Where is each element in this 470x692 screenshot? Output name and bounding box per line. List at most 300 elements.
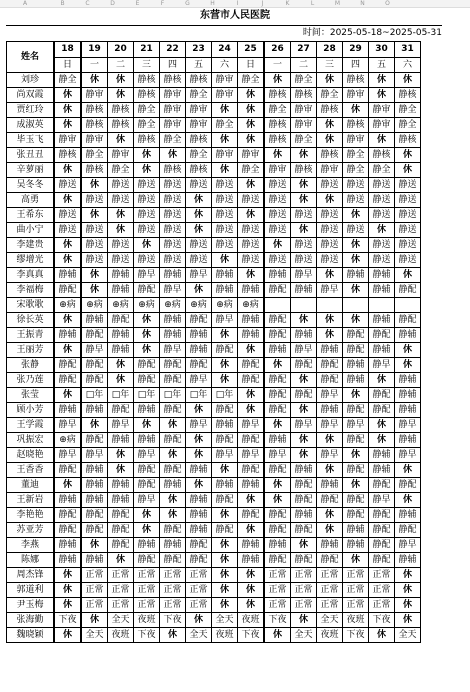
shift-cell: 正常 bbox=[343, 583, 369, 598]
shift-cell: 静配 bbox=[54, 523, 81, 538]
shift-cell: 静辅 bbox=[238, 538, 265, 553]
date-header: 25 bbox=[238, 42, 265, 58]
shift-cell: 休 bbox=[134, 343, 160, 358]
shift-cell: 休 bbox=[212, 358, 238, 373]
shift-cell: 全天 bbox=[395, 628, 421, 643]
shift-cell: 静全 bbox=[186, 148, 212, 163]
shift-cell: 休 bbox=[343, 313, 369, 328]
shift-cell: 休 bbox=[212, 463, 238, 478]
shift-cell: 静送 bbox=[317, 238, 343, 253]
shift-cell: 静送 bbox=[395, 208, 421, 223]
shift-cell: 静全 bbox=[108, 163, 134, 178]
date-header: 26 bbox=[264, 42, 291, 58]
shift-cell: 静送 bbox=[238, 193, 265, 208]
shift-cell: 休 bbox=[395, 493, 421, 508]
shift-cell: □年 bbox=[212, 388, 238, 403]
shift-cell: 静全 bbox=[264, 103, 291, 118]
shift-cell: 静送 bbox=[369, 238, 395, 253]
shift-cell: 休 bbox=[264, 358, 291, 373]
shift-cell: 静早 bbox=[212, 448, 238, 463]
shift-cell: 正常 bbox=[81, 583, 108, 598]
shift-cell: 静送 bbox=[160, 208, 186, 223]
shift-cell: 休 bbox=[212, 133, 238, 148]
shift-cell: 静配 bbox=[238, 508, 265, 523]
shift-cell: 休 bbox=[54, 88, 81, 103]
shift-cell: 正常 bbox=[160, 598, 186, 613]
staff-name: 李燕 bbox=[7, 538, 55, 553]
shift-cell: 休 bbox=[343, 553, 369, 568]
shift-cell: 静辅 bbox=[395, 433, 421, 448]
shift-cell: 静全 bbox=[212, 118, 238, 133]
shift-cell: 静审 bbox=[369, 103, 395, 118]
shift-cell: 静送 bbox=[264, 253, 291, 268]
shift-cell: 静送 bbox=[134, 253, 160, 268]
shift-cell: 休 bbox=[186, 478, 212, 493]
shift-cell: 静配 bbox=[264, 553, 291, 568]
shift-cell: 静核 bbox=[108, 103, 134, 118]
shift-cell: 全天 bbox=[81, 628, 108, 643]
shift-cell: 静审 bbox=[264, 163, 291, 178]
shift-cell: 休 bbox=[317, 193, 343, 208]
shift-cell: 静早 bbox=[134, 448, 160, 463]
shift-cell: 静配 bbox=[264, 388, 291, 403]
staff-name: 高勇 bbox=[7, 193, 55, 208]
shift-cell: 静早 bbox=[108, 418, 134, 433]
shift-cell: 休 bbox=[317, 118, 343, 133]
shift-cell: 静早 bbox=[369, 493, 395, 508]
shift-cell: 休 bbox=[369, 133, 395, 148]
shift-cell: 静送 bbox=[264, 208, 291, 223]
shift-cell: 静配 bbox=[264, 463, 291, 478]
shift-cell: 静配 bbox=[212, 433, 238, 448]
shift-cell: 静送 bbox=[160, 223, 186, 238]
column-letter: A bbox=[22, 0, 28, 7]
shift-cell: 静辅 bbox=[343, 373, 369, 388]
table-row bbox=[7, 478, 421, 493]
shift-cell: 休 bbox=[264, 493, 291, 508]
shift-cell: 静配 bbox=[81, 328, 108, 343]
shift-cell: 正常 bbox=[160, 583, 186, 598]
shift-cell: 休 bbox=[108, 223, 134, 238]
shift-cell: 休 bbox=[369, 433, 395, 448]
shift-cell: 静辅 bbox=[343, 358, 369, 373]
shift-cell: 静送 bbox=[395, 238, 421, 253]
shift-cell: 静辅 bbox=[160, 313, 186, 328]
shift-cell: 正常 bbox=[343, 598, 369, 613]
table-row bbox=[7, 73, 421, 88]
shift-cell: 休 bbox=[160, 448, 186, 463]
table-row bbox=[7, 328, 421, 343]
weekday-header: 一 bbox=[81, 57, 108, 73]
shift-cell: 静辅 bbox=[81, 478, 108, 493]
shift-cell: 休 bbox=[212, 103, 238, 118]
shift-cell: 静配 bbox=[291, 388, 317, 403]
shift-cell: 静辅 bbox=[81, 313, 108, 328]
shift-cell: 静审 bbox=[369, 118, 395, 133]
table-row bbox=[7, 148, 421, 163]
shift-cell: 休 bbox=[212, 253, 238, 268]
shift-cell: 休 bbox=[134, 313, 160, 328]
shift-cell: 静全 bbox=[369, 163, 395, 178]
shift-cell: 静审 bbox=[343, 133, 369, 148]
shift-cell: 静送 bbox=[395, 223, 421, 238]
shift-cell: 静核 bbox=[369, 148, 395, 163]
shift-cell: 休 bbox=[395, 358, 421, 373]
staff-name: 李建贵 bbox=[7, 238, 55, 253]
staff-name: 刘珍 bbox=[7, 73, 55, 88]
table-row bbox=[7, 253, 421, 268]
shift-cell: 静配 bbox=[264, 313, 291, 328]
shift-cell: 休 bbox=[54, 313, 81, 328]
shift-cell: 静辅 bbox=[212, 418, 238, 433]
shift-cell: 静配 bbox=[369, 553, 395, 568]
shift-cell: 静辅 bbox=[291, 508, 317, 523]
shift-cell: 休 bbox=[54, 193, 81, 208]
shift-cell: 静辅 bbox=[212, 283, 238, 298]
schedule-table bbox=[6, 41, 421, 643]
shift-cell: 休 bbox=[186, 193, 212, 208]
shift-cell: 静配 bbox=[212, 523, 238, 538]
shift-cell: 静核 bbox=[186, 163, 212, 178]
shift-cell: 静核 bbox=[160, 163, 186, 178]
shift-cell: 休 bbox=[343, 283, 369, 298]
shift-cell: 静审 bbox=[160, 118, 186, 133]
shift-cell: 正常 bbox=[264, 598, 291, 613]
shift-cell: 静早 bbox=[186, 418, 212, 433]
shift-cell: 静全 bbox=[238, 73, 265, 88]
table-row bbox=[7, 463, 421, 478]
shift-cell: 休 bbox=[81, 283, 108, 298]
shift-cell: 静审 bbox=[160, 103, 186, 118]
shift-cell: 静配 bbox=[160, 373, 186, 388]
shift-cell: 静早 bbox=[186, 373, 212, 388]
date-row bbox=[7, 42, 421, 58]
date-header: 30 bbox=[369, 42, 395, 58]
shift-cell: 静辅 bbox=[186, 493, 212, 508]
shift-cell: ⊕病 bbox=[238, 298, 265, 313]
shift-cell: 休 bbox=[54, 598, 81, 613]
staff-name: 王希东 bbox=[7, 208, 55, 223]
staff-name: 徐长英 bbox=[7, 313, 55, 328]
staff-name: 王新岩 bbox=[7, 493, 55, 508]
shift-cell: 静送 bbox=[186, 253, 212, 268]
shift-cell: 静配 bbox=[238, 433, 265, 448]
shift-cell: 休 bbox=[160, 493, 186, 508]
shift-cell: 休 bbox=[264, 148, 291, 163]
shift-cell: 夜班 bbox=[343, 613, 369, 628]
shift-cell: 休 bbox=[317, 508, 343, 523]
shift-cell: ⊕病 bbox=[108, 298, 134, 313]
shift-cell: 休 bbox=[238, 523, 265, 538]
shift-cell: 静辅 bbox=[54, 403, 81, 418]
shift-cell: 休 bbox=[186, 208, 212, 223]
shift-cell: 静配 bbox=[317, 358, 343, 373]
shift-cell: 静辅 bbox=[395, 403, 421, 418]
shift-cell: 静全 bbox=[160, 133, 186, 148]
date-header: 27 bbox=[291, 42, 317, 58]
shift-cell: 休 bbox=[317, 523, 343, 538]
shift-cell: 静辅 bbox=[54, 553, 81, 568]
shift-cell: 静核 bbox=[134, 88, 160, 103]
shift-cell: 静送 bbox=[369, 253, 395, 268]
shift-cell: 静早 bbox=[54, 418, 81, 433]
shift-cell: 休 bbox=[291, 613, 317, 628]
shift-cell: 静辅 bbox=[343, 523, 369, 538]
shift-cell: 休 bbox=[160, 628, 186, 643]
shift-cell: 静配 bbox=[291, 493, 317, 508]
shift-cell: 静辅 bbox=[134, 433, 160, 448]
shift-cell: 静辅 bbox=[160, 538, 186, 553]
shift-cell: 静辅 bbox=[108, 268, 134, 283]
table-row bbox=[7, 238, 421, 253]
shift-cell: 休 bbox=[317, 433, 343, 448]
shift-cell: 静核 bbox=[317, 148, 343, 163]
shift-cell: 静审 bbox=[81, 133, 108, 148]
shift-cell: 静送 bbox=[291, 208, 317, 223]
shift-cell: 静辅 bbox=[317, 343, 343, 358]
shift-cell: 静早 bbox=[369, 358, 395, 373]
shift-cell: 静配 bbox=[160, 433, 186, 448]
shift-cell: 休 bbox=[238, 178, 265, 193]
weekday-header: 三 bbox=[134, 57, 160, 73]
shift-cell: 静全 bbox=[395, 118, 421, 133]
shift-cell: 静配 bbox=[160, 463, 186, 478]
shift-cell: 休 bbox=[238, 268, 265, 283]
shift-cell: 静送 bbox=[212, 178, 238, 193]
shift-cell: 静送 bbox=[317, 223, 343, 238]
shift-cell: 静早 bbox=[238, 448, 265, 463]
shift-cell: 静配 bbox=[186, 313, 212, 328]
shift-cell: 静配 bbox=[108, 538, 134, 553]
shift-cell: 静辅 bbox=[395, 328, 421, 343]
shift-cell: 静辅 bbox=[54, 538, 81, 553]
table-row bbox=[7, 88, 421, 103]
shift-cell: 静辅 bbox=[108, 343, 134, 358]
shift-cell: 静配 bbox=[291, 523, 317, 538]
table-row bbox=[7, 163, 421, 178]
column-letter: K bbox=[285, 0, 290, 7]
shift-cell: 静配 bbox=[291, 358, 317, 373]
staff-name: 巩振宏 bbox=[7, 433, 55, 448]
shift-cell: 静辅 bbox=[238, 553, 265, 568]
shift-cell: 静辅 bbox=[108, 328, 134, 343]
shift-cell: 静辅 bbox=[264, 433, 291, 448]
shift-cell: 休 bbox=[54, 568, 81, 583]
shift-cell: 静核 bbox=[81, 163, 108, 178]
shift-cell: 静辅 bbox=[395, 373, 421, 388]
shift-cell: 静核 bbox=[395, 88, 421, 103]
staff-name: 王学霞 bbox=[7, 418, 55, 433]
shift-cell: 静核 bbox=[343, 118, 369, 133]
staff-name: 王振青 bbox=[7, 328, 55, 343]
shift-cell: 休 bbox=[238, 343, 265, 358]
shift-cell: 休 bbox=[108, 208, 134, 223]
table-row bbox=[7, 358, 421, 373]
shift-cell: 正常 bbox=[134, 568, 160, 583]
shift-cell: 静辅 bbox=[317, 478, 343, 493]
table-row bbox=[7, 508, 421, 523]
shift-cell: 休 bbox=[81, 208, 108, 223]
shift-cell: 静配 bbox=[54, 283, 81, 298]
staff-name: 陈娜 bbox=[7, 553, 55, 568]
shift-cell: 休 bbox=[54, 628, 81, 643]
shift-cell: 下夜 bbox=[264, 613, 291, 628]
shift-cell: 休 bbox=[134, 163, 160, 178]
shift-cell: ⊕病 bbox=[54, 433, 81, 448]
staff-name: 苏亚芳 bbox=[7, 523, 55, 538]
table-row bbox=[7, 298, 421, 313]
weekday-header: 二 bbox=[291, 57, 317, 73]
staff-name: 辛萝丽 bbox=[7, 163, 55, 178]
shift-cell: 静送 bbox=[54, 208, 81, 223]
shift-cell: 静辅 bbox=[343, 538, 369, 553]
shift-cell: 静核 bbox=[134, 133, 160, 148]
column-letter: C bbox=[85, 0, 90, 7]
shift-cell: 静核 bbox=[264, 118, 291, 133]
table-row bbox=[7, 103, 421, 118]
shift-cell: 静辅 bbox=[212, 478, 238, 493]
shift-cell: 休 bbox=[212, 508, 238, 523]
shift-cell: 正常 bbox=[186, 583, 212, 598]
staff-name: 李艳艳 bbox=[7, 508, 55, 523]
column-letter: B bbox=[60, 0, 65, 7]
shift-cell: 静审 bbox=[317, 163, 343, 178]
shift-cell: 休 bbox=[134, 418, 160, 433]
shift-cell: 休 bbox=[238, 118, 265, 133]
staff-name: 贾红玲 bbox=[7, 103, 55, 118]
table-row bbox=[7, 388, 421, 403]
shift-cell: 休 bbox=[317, 73, 343, 88]
shift-cell: 静辅 bbox=[160, 328, 186, 343]
shift-cell: 休 bbox=[108, 448, 134, 463]
weekday-header: 日 bbox=[238, 57, 265, 73]
shift-cell bbox=[264, 298, 291, 313]
column-letter: E bbox=[135, 0, 140, 7]
shift-cell: 静配 bbox=[186, 538, 212, 553]
staff-name: 郭道利 bbox=[7, 583, 55, 598]
date-header: 21 bbox=[134, 42, 160, 58]
shift-cell: 静配 bbox=[186, 553, 212, 568]
shift-cell: □年 bbox=[81, 388, 108, 403]
weekday-header: 五 bbox=[369, 57, 395, 73]
shift-cell: 下夜 bbox=[134, 628, 160, 643]
shift-cell: 静送 bbox=[317, 253, 343, 268]
shift-cell: 静核 bbox=[291, 163, 317, 178]
shift-cell: 静送 bbox=[81, 223, 108, 238]
shift-cell: 静配 bbox=[343, 433, 369, 448]
shift-cell: 静辅 bbox=[108, 433, 134, 448]
shift-cell: 静审 bbox=[238, 148, 265, 163]
shift-cell: 静辅 bbox=[186, 463, 212, 478]
column-letter: J bbox=[261, 0, 264, 7]
shift-cell: 静早 bbox=[317, 418, 343, 433]
shift-cell: 静送 bbox=[369, 178, 395, 193]
shift-cell: 静审 bbox=[81, 88, 108, 103]
staff-name: 李真真 bbox=[7, 268, 55, 283]
shift-cell: 静送 bbox=[108, 178, 134, 193]
shift-cell: 静配 bbox=[369, 403, 395, 418]
staff-name: 宋歌歌 bbox=[7, 298, 55, 313]
shift-cell: 静辅 bbox=[317, 403, 343, 418]
shift-cell: 休 bbox=[395, 343, 421, 358]
shift-cell: 静辅 bbox=[369, 313, 395, 328]
shift-cell: 休 bbox=[212, 583, 238, 598]
shift-cell: 休 bbox=[54, 118, 81, 133]
shift-cell: 静送 bbox=[212, 193, 238, 208]
shift-cell: 静配 bbox=[212, 403, 238, 418]
table-row bbox=[7, 193, 421, 208]
shift-cell: 正常 bbox=[369, 598, 395, 613]
shift-cell: 静送 bbox=[343, 178, 369, 193]
staff-name: 成淑英 bbox=[7, 118, 55, 133]
staff-name: 董迪 bbox=[7, 478, 55, 493]
shift-cell: 静送 bbox=[291, 238, 317, 253]
shift-cell: 休 bbox=[134, 328, 160, 343]
date-header: 22 bbox=[160, 42, 186, 58]
shift-cell: 静早 bbox=[317, 388, 343, 403]
staff-name: 魏晓颖 bbox=[7, 628, 55, 643]
column-letter: O bbox=[385, 0, 390, 7]
shift-cell: 休 bbox=[395, 73, 421, 88]
table-row bbox=[7, 313, 421, 328]
shift-cell: 休 bbox=[134, 238, 160, 253]
shift-cell: 静配 bbox=[54, 463, 81, 478]
shift-cell: 静送 bbox=[238, 238, 265, 253]
shift-cell: 休 bbox=[108, 373, 134, 388]
shift-cell: 静全 bbox=[343, 148, 369, 163]
table-row bbox=[7, 283, 421, 298]
shift-cell: 静早 bbox=[395, 538, 421, 553]
shift-cell: 夜班 bbox=[212, 628, 238, 643]
shift-cell: ⊕病 bbox=[54, 298, 81, 313]
shift-cell: 正常 bbox=[343, 568, 369, 583]
weekday-header: 三 bbox=[317, 57, 343, 73]
shift-cell: 静送 bbox=[317, 178, 343, 193]
staff-name: 尹玉梅 bbox=[7, 598, 55, 613]
shift-cell: 静配 bbox=[134, 283, 160, 298]
shift-cell: 静配 bbox=[108, 523, 134, 538]
shift-cell bbox=[369, 298, 395, 313]
shift-cell: 静审 bbox=[343, 88, 369, 103]
shift-cell: 静配 bbox=[108, 508, 134, 523]
date-range: 时间：2025-05-18~2025-05-31 bbox=[6, 25, 442, 40]
shift-cell bbox=[395, 298, 421, 313]
shift-cell: 休 bbox=[291, 538, 317, 553]
weekday-header: 五 bbox=[186, 57, 212, 73]
shift-cell: 休 bbox=[238, 388, 265, 403]
shift-cell: 休 bbox=[264, 238, 291, 253]
shift-cell: 静配 bbox=[317, 553, 343, 568]
shift-cell: 休 bbox=[238, 133, 265, 148]
shift-cell: 休 bbox=[343, 103, 369, 118]
shift-cell: 静配 bbox=[369, 388, 395, 403]
shift-cell: 静辅 bbox=[186, 523, 212, 538]
date-header: 29 bbox=[343, 42, 369, 58]
shift-cell: 静辅 bbox=[54, 328, 81, 343]
shift-cell: 静送 bbox=[343, 223, 369, 238]
shift-cell: 休 bbox=[160, 148, 186, 163]
shift-cell: 静送 bbox=[369, 193, 395, 208]
column-letter: M bbox=[334, 0, 341, 7]
shift-cell: 静配 bbox=[291, 478, 317, 493]
shift-cell: 休 bbox=[81, 613, 108, 628]
table-row bbox=[7, 343, 421, 358]
shift-cell: 静配 bbox=[395, 523, 421, 538]
shift-cell: 静配 bbox=[134, 358, 160, 373]
shift-cell: 正常 bbox=[317, 583, 343, 598]
shift-cell: 正常 bbox=[369, 583, 395, 598]
shift-cell: 休 bbox=[81, 418, 108, 433]
